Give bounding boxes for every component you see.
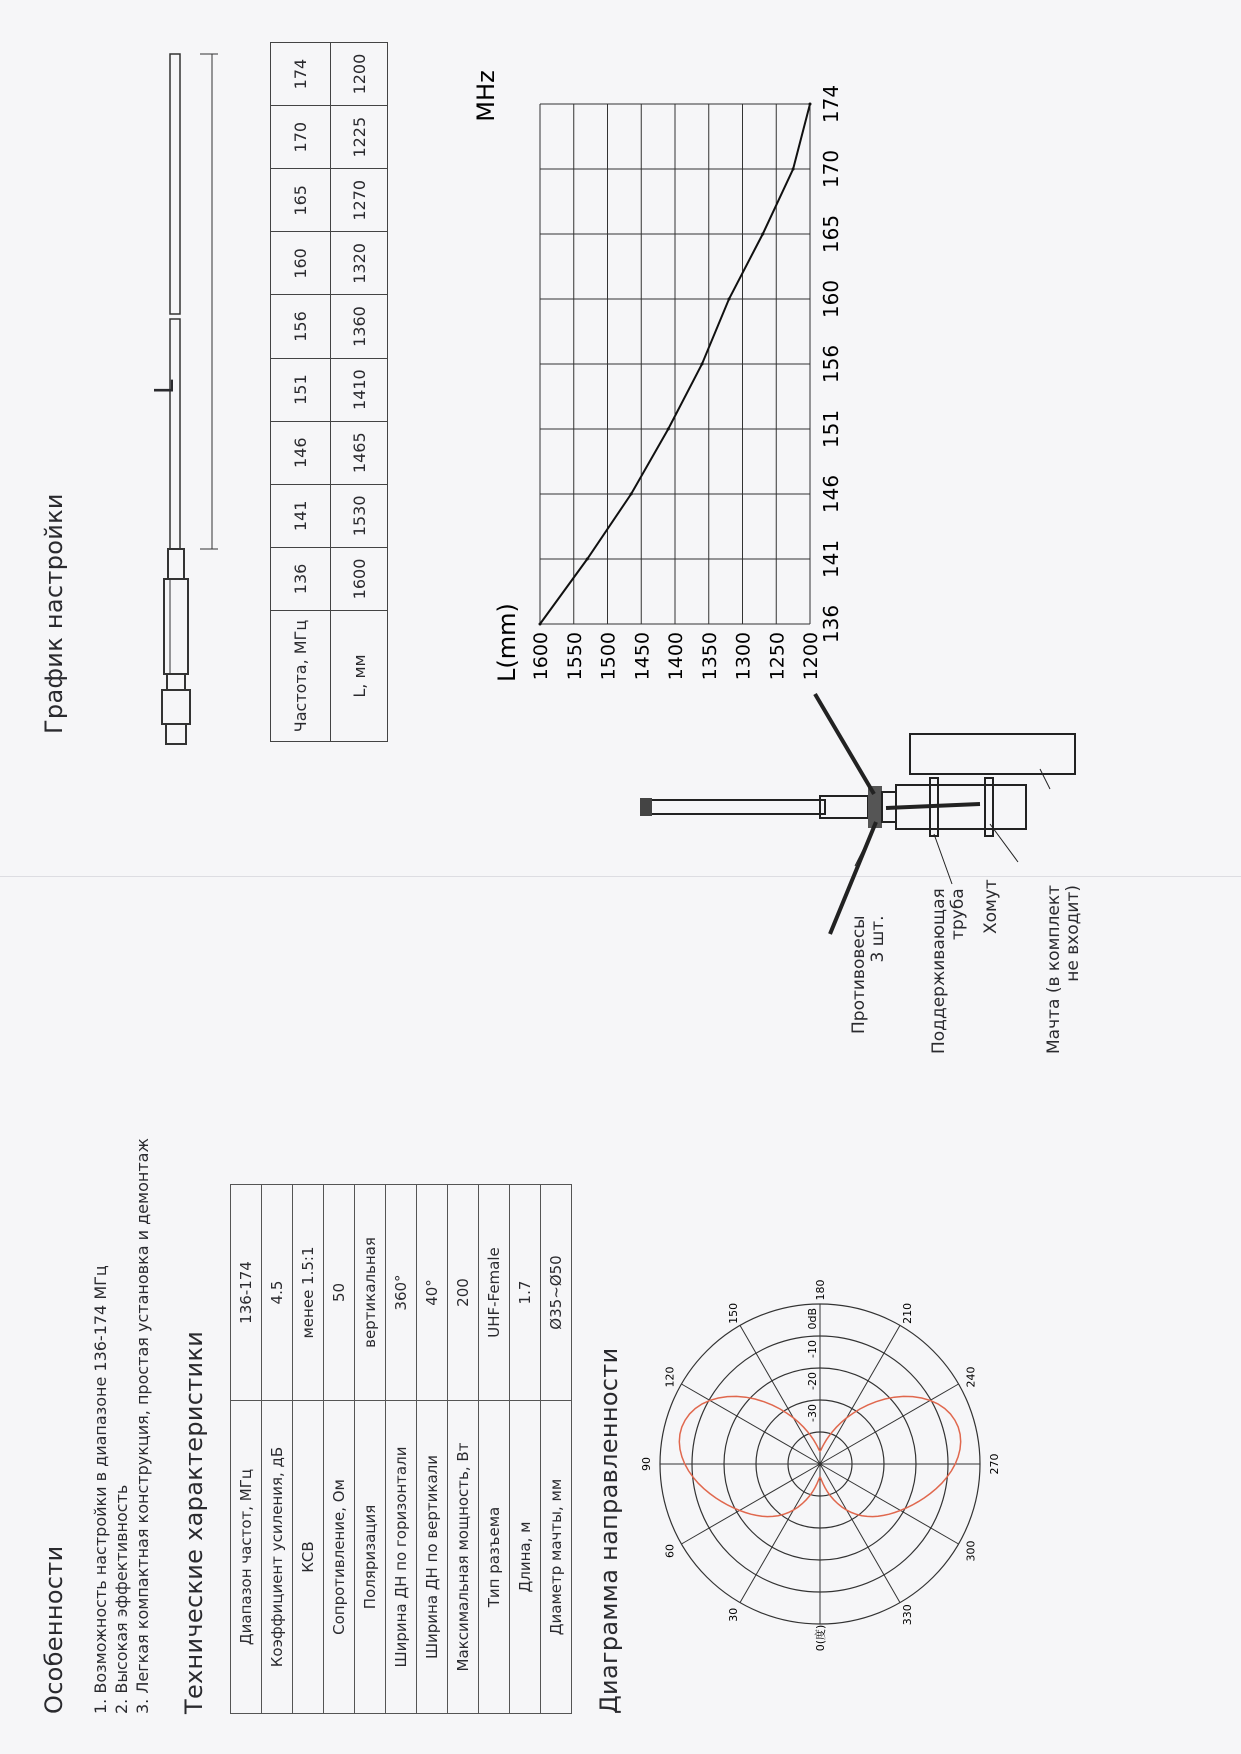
tuning-point xyxy=(761,233,764,236)
antenna-base-icon xyxy=(164,549,188,674)
spec-row xyxy=(231,1185,262,1714)
mast-label: Мачта (в комплект не входит) xyxy=(1044,884,1083,1054)
y-tick-label: 1500 xyxy=(597,632,620,681)
length-cell: 1360 xyxy=(331,295,388,358)
features-list xyxy=(90,1138,153,1714)
tuning-point xyxy=(667,428,670,431)
radiation-pattern-chart xyxy=(640,1214,1000,1714)
polar-ring-label: -20 xyxy=(806,1372,819,1390)
support-pipe-label: Поддерживающая труба xyxy=(929,888,968,1054)
y-tick-label: 1450 xyxy=(631,632,654,681)
spec-label: Максимальная мощность, Вт xyxy=(448,1401,479,1714)
spec-row xyxy=(479,1185,510,1714)
y-tick-label: 1200 xyxy=(800,632,822,681)
y-tick-label: 1350 xyxy=(698,632,721,681)
length-cell: 1200 xyxy=(331,43,388,106)
y-tick-label: 1300 xyxy=(732,632,755,681)
polar-angle-label: 210 xyxy=(901,1302,914,1324)
length-row-header: L, мм xyxy=(331,611,388,742)
mounting-diagram xyxy=(640,494,1080,1134)
spec-value: 200 xyxy=(448,1185,479,1401)
spec-value: вертикальная xyxy=(355,1185,386,1401)
spec-label: Длина, м xyxy=(510,1401,541,1714)
x-tick-label: 165 xyxy=(819,214,843,254)
tuning-point xyxy=(539,623,542,626)
feature-item-3: 3. Легкая компактная конструкция, простая установка и демонтаж xyxy=(133,1138,152,1714)
length-dimension-icon xyxy=(200,54,218,549)
spec-row xyxy=(510,1185,541,1714)
freq-cell: 160 xyxy=(271,232,331,295)
spec-value: 4.5 xyxy=(262,1185,293,1401)
features-title: Особенности xyxy=(40,1545,68,1714)
polar-angle-label: 150 xyxy=(727,1302,740,1324)
tuning-point xyxy=(728,298,731,301)
spec-value: 40° xyxy=(417,1185,448,1401)
tuning-point xyxy=(792,168,795,171)
length-cell: 1270 xyxy=(331,169,388,232)
spec-label: Ширина ДН по горизонтали xyxy=(386,1401,417,1714)
spec-row xyxy=(448,1185,479,1714)
freq-cell: 174 xyxy=(271,43,331,106)
polar-spoke xyxy=(820,1384,959,1464)
spec-label: Коэффициент усиления, дБ xyxy=(262,1401,293,1714)
spec-value: 136-174 xyxy=(231,1185,262,1401)
x-tick-label: 146 xyxy=(819,474,843,514)
antenna-whip-icon xyxy=(170,54,180,549)
tuning-table xyxy=(270,42,388,742)
tuning-title: График настройки xyxy=(40,493,68,734)
polar-spoke xyxy=(820,1464,900,1603)
clamp-label: Хомут xyxy=(981,879,1001,934)
specs-title: Технические характеристики xyxy=(180,1330,208,1714)
y-tick-label: 1550 xyxy=(563,632,586,681)
polar-angle-label: 30 xyxy=(727,1607,740,1622)
spec-value: UHF-Female xyxy=(479,1185,510,1401)
x-tick-label: 136 xyxy=(819,604,843,644)
polar-angle-label: 330 xyxy=(901,1604,914,1626)
polar-ring-label: -30 xyxy=(806,1404,819,1422)
length-cell: 1530 xyxy=(331,484,388,547)
spec-label: Сопротивление, Ом xyxy=(324,1401,355,1714)
spec-value: менее 1.5:1 xyxy=(293,1185,324,1401)
x-tick-label: 156 xyxy=(819,344,843,384)
polar-ring-label: -10 xyxy=(806,1340,819,1358)
polar-spoke xyxy=(681,1464,820,1544)
y-tick-label: 1600 xyxy=(530,632,552,681)
tuning-point xyxy=(701,363,704,366)
polar-angle-label: 0(度) xyxy=(814,1624,827,1652)
antenna-whip-icon xyxy=(640,798,825,816)
x-tick-label: 170 xyxy=(819,149,843,189)
polar-spoke xyxy=(820,1325,900,1464)
spec-row xyxy=(324,1185,355,1714)
counterpoise-label: Противовесы 3 шт. xyxy=(849,915,888,1034)
antenna-base-icon xyxy=(820,786,896,828)
spec-row xyxy=(262,1185,293,1714)
freq-cell: 141 xyxy=(271,484,331,547)
tuning-point xyxy=(809,103,812,106)
freq-cell: 151 xyxy=(271,358,331,421)
y-tick-label: 1400 xyxy=(665,632,687,681)
polar-angle-label: 180 xyxy=(814,1279,827,1301)
freq-cell: 146 xyxy=(271,421,331,484)
spec-value: 50 xyxy=(324,1185,355,1401)
polar-angle-label: 300 xyxy=(964,1540,978,1562)
polar-angle-label: 240 xyxy=(964,1366,978,1388)
feature-item-2: 2. Высокая эффективность xyxy=(112,1484,131,1714)
length-cell: 1600 xyxy=(331,547,388,610)
length-label: L xyxy=(150,379,180,394)
x-tick-label: 141 xyxy=(819,539,843,579)
polar-spoke xyxy=(740,1464,820,1603)
spec-label: Ширина ДН по вертикали xyxy=(417,1401,448,1714)
x-tick-label: 160 xyxy=(819,279,843,319)
spec-label: КСВ xyxy=(293,1401,324,1714)
polar-angle-label: 120 xyxy=(663,1366,677,1388)
freq-cell: 156 xyxy=(271,295,331,358)
freq-cell: 170 xyxy=(271,106,331,169)
spec-value: 1.7 xyxy=(510,1185,541,1401)
tuning-point xyxy=(586,558,589,561)
spec-value: 360° xyxy=(386,1185,417,1401)
spec-label: Тип разъема xyxy=(479,1401,510,1714)
spec-label: Диаметр мачты, мм xyxy=(541,1401,572,1714)
polar-ring-label: 0dB xyxy=(806,1308,819,1330)
length-cell: 1410 xyxy=(331,358,388,421)
mast-icon xyxy=(910,734,1075,774)
spec-label: Поляризация xyxy=(355,1401,386,1714)
y-axis-label: L(mm) xyxy=(493,603,521,682)
polar-angle-label: 90 xyxy=(640,1457,653,1471)
freq-cell: 165 xyxy=(271,169,331,232)
length-cell: 1320 xyxy=(331,232,388,295)
polar-angle-label: 270 xyxy=(988,1453,1001,1475)
polar-spoke xyxy=(820,1464,959,1544)
antenna-connector-icon xyxy=(162,674,190,744)
polar-angle-label: 60 xyxy=(663,1544,677,1558)
y-tick-label: 1250 xyxy=(766,632,789,681)
tuning-point xyxy=(630,493,633,496)
freq-cell: 136 xyxy=(271,547,331,610)
spec-label: Диапазон частот, МГц xyxy=(231,1401,262,1714)
feature-item-1: 1. Возможность настройки в диапазоне 136-174 МГц xyxy=(91,1265,110,1714)
spec-row xyxy=(386,1185,417,1714)
x-tick-label: 174 xyxy=(819,84,843,124)
pattern-title: Диаграмма направленности xyxy=(595,1347,623,1714)
spec-row xyxy=(417,1185,448,1714)
length-cell: 1225 xyxy=(331,106,388,169)
spec-row xyxy=(293,1185,324,1714)
x-axis-label: MHz xyxy=(472,70,500,122)
freq-row-header: Частота, МГц xyxy=(271,611,331,742)
spec-value: Ø35~Ø50 xyxy=(541,1185,572,1401)
spec-row xyxy=(355,1185,386,1714)
polar-spoke xyxy=(681,1384,820,1464)
specs-table xyxy=(230,1184,572,1714)
x-tick-label: 151 xyxy=(819,409,843,449)
length-cell: 1465 xyxy=(331,421,388,484)
spec-row xyxy=(541,1185,572,1714)
